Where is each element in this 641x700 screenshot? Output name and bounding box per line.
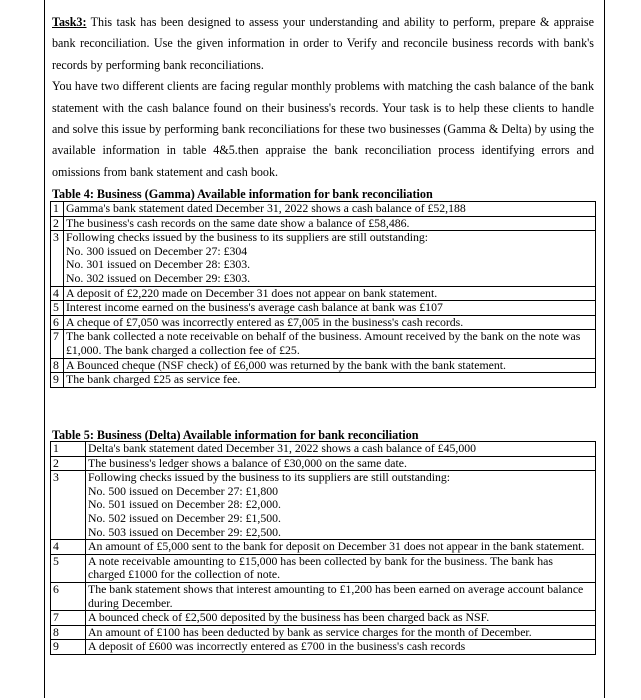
table5-caption: Table 5: Business (Delta) Available information for bank reconciliation (52, 428, 419, 442)
row-text (64, 373, 596, 388)
row-number: 7 (51, 330, 64, 358)
row-text (64, 301, 596, 316)
row-line: An amount of £100 has been deducted by bank as service charges for the month of December. (88, 624, 532, 639)
row-line: Following checks issued by the business to its suppliers are still outstanding: (66, 230, 429, 245)
table-row (51, 442, 596, 457)
table-row (51, 471, 596, 540)
row-line: A cheque of £7,050 was incorrectly entered as £7,005 in the business's cash records. (66, 314, 464, 329)
table-row (51, 640, 596, 655)
row-text (64, 231, 596, 286)
row-text (86, 582, 596, 610)
row-line: Gamma's bank statement dated December 31, 2022 shows a cash balance of £52,188 (66, 201, 466, 215)
table5-delta (50, 441, 596, 655)
row-number: 9 (51, 640, 86, 655)
table-row (51, 330, 596, 358)
intro-paragraph-1-text: This task has been designed to assess your understanding and ability to perform, prepare & appraise bank reconciliation. Use the given information in order to Verify and reconcile business records with bank's records by performing bank reconciliations. (52, 15, 594, 72)
row-line: Interest income earned on the business's average cash balance at bank was £107 (66, 300, 443, 315)
row-text (86, 611, 596, 626)
row-line: No. 502 issued on December 29: £1,500. (88, 510, 281, 525)
row-line: A bounced check of £2,500 deposited by the business has been charged back as NSF. (88, 610, 490, 625)
table4-gamma (50, 201, 596, 388)
task-label: Task3: (52, 15, 87, 29)
table-row (51, 202, 596, 217)
row-number: 4 (51, 286, 64, 301)
row-number: 1 (51, 202, 64, 217)
row-line: The business's ledger shows a balance of £30,000 on the same date. (88, 455, 407, 470)
table-row (51, 456, 596, 471)
row-number: 3 (51, 231, 64, 286)
table-row (51, 315, 596, 330)
row-line: A deposit of £2,220 made on December 31 does not appear on bank statement. (66, 285, 438, 300)
intro-paragraph-1 (52, 12, 594, 76)
row-text (86, 625, 596, 640)
row-number: 6 (51, 582, 86, 610)
table4-caption: Table 4: Business (Gamma) Available information for bank reconciliation (52, 187, 433, 201)
row-text (86, 540, 596, 555)
row-number: 1 (51, 442, 86, 457)
table-row (51, 625, 596, 640)
row-number: 8 (51, 625, 86, 640)
row-text (64, 286, 596, 301)
row-text (64, 358, 596, 373)
row-number: 5 (51, 301, 64, 316)
row-text (64, 202, 596, 217)
row-line: The bank charged £25 as service fee. (66, 372, 241, 387)
table-row (51, 582, 596, 610)
table-row (51, 611, 596, 626)
row-line: The business's cash records on the same date show a balance of £58,486. (66, 215, 410, 230)
row-line: A Bounced cheque (NSF check) of £6,000 was returned by the bank with the bank statement. (66, 357, 506, 372)
row-text (86, 640, 596, 655)
task-description (52, 12, 594, 183)
row-text (86, 471, 596, 540)
row-line: No. 302 issued on December 29: £303. (66, 270, 251, 285)
row-number: 3 (51, 471, 86, 540)
table-row (51, 216, 596, 231)
row-text (64, 315, 596, 330)
row-number: 8 (51, 358, 64, 373)
row-text (64, 216, 596, 231)
row-text (86, 554, 596, 582)
row-line: An amount of £5,000 sent to the bank for deposit on December 31 does not appear in the bank statement. (88, 539, 585, 554)
row-line: The bank collected a note receivable on behalf of the business. Amount received by the bank on the note was £1,000. The bank charged a collection fee of £25. (66, 329, 581, 357)
row-line: No. 301 issued on December 28: £303. (66, 257, 251, 272)
table-row (51, 373, 596, 388)
row-line: Following checks issued by the business to its suppliers are still outstanding: (88, 470, 451, 485)
row-text (86, 442, 596, 457)
table-row (51, 286, 596, 301)
intro-paragraph-2: You have two different clients are facing regular monthly problems with matching the cash balance of the bank statement with the cash balance found on their business's records. Your task is to help these clients to handle and solve this issue by performing bank reconciliations for these two businesses (Gamma & Delta) by using the available information in table 4&5.then appraise the bank reconciliation process identifying errors and omissions from bank statement and cash book. (52, 79, 594, 179)
row-line: The bank statement shows that interest amounting to £1,200 has been earned on average account balance during December. (88, 581, 584, 610)
row-number: 6 (51, 315, 64, 330)
row-line: No. 300 issued on December 27: £304 (66, 243, 248, 258)
row-number: 7 (51, 611, 86, 626)
row-number: 9 (51, 373, 64, 388)
row-line: No. 500 issued on December 27: £1,800 (88, 483, 279, 498)
table-row (51, 358, 596, 373)
row-text (86, 456, 596, 471)
row-number: 2 (51, 216, 64, 231)
row-number: 4 (51, 540, 86, 555)
row-number: 2 (51, 456, 86, 471)
table-row (51, 554, 596, 582)
row-line: A deposit of £600 was incorrectly entered as £700 in the business's cash records (88, 639, 466, 654)
row-line: No. 503 issued on December 29: £2,500. (88, 524, 281, 539)
row-line: No. 501 issued on December 28: £2,000. (88, 497, 281, 512)
row-text (64, 330, 596, 358)
table-row (51, 540, 596, 555)
table-row (51, 301, 596, 316)
table-row (51, 231, 596, 286)
row-line: Delta's bank statement dated December 31, 2022 shows a cash balance of £45,000 (88, 441, 477, 455)
row-line: A note receivable amounting to £15,000 has been collected by bank for the business. The bank has charged £1000 for the collection of note. (88, 553, 553, 582)
row-number: 5 (51, 554, 86, 582)
